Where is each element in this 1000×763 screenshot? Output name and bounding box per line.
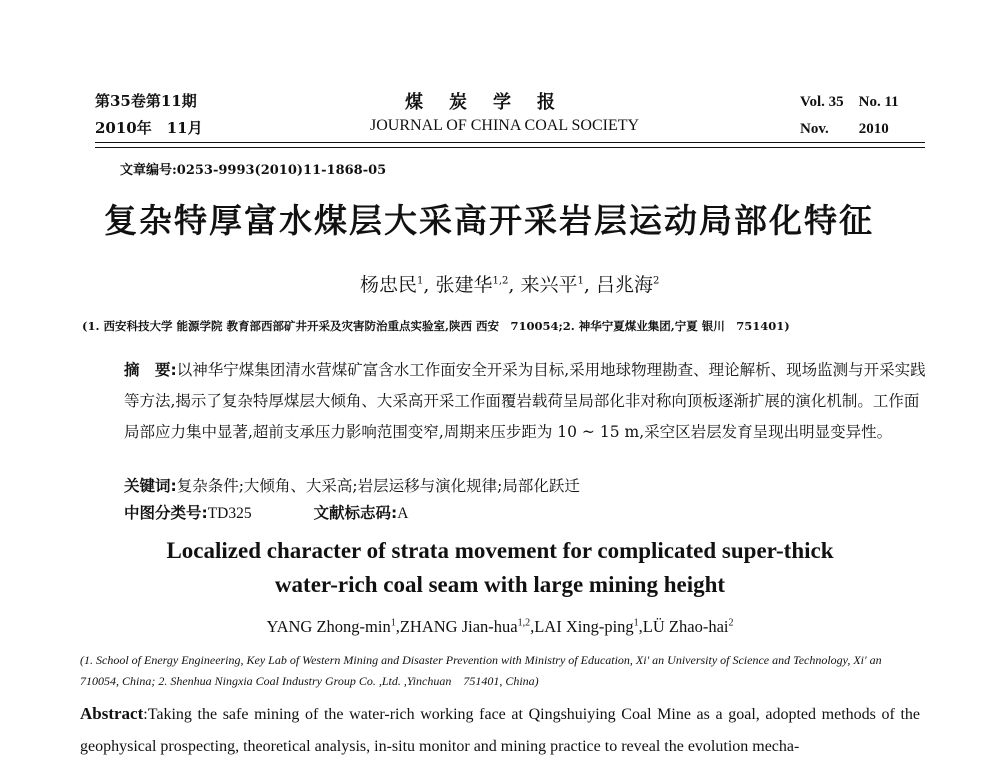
journal-name-cn: 煤炭学报: [405, 92, 581, 113]
author-name: 来兴平: [520, 274, 578, 296]
keywords-cn-text: 复杂条件;大倾角、大采高;岩层运移与演化规律;局部化跃迁: [176, 477, 580, 495]
date-cn: 2010年 11月: [95, 119, 203, 137]
author-name: LÜ Zhao-hai: [642, 617, 729, 636]
abstract-cn: [124, 355, 929, 448]
author-separator: ,: [423, 274, 430, 296]
clc-label: 中图分类号:: [124, 504, 208, 522]
abstract-en-text: :Taking the safe mining of the water-rich working face at Qingshuiying Coal Mine as a goal, adopted methods of the geophysical prospecting, theoretical analysis, in-situ monitor and mining practice to reveal the evolution mecha-: [80, 706, 920, 755]
author-name: 杨忠民: [360, 274, 418, 296]
author-affil-mark: 1: [633, 617, 639, 629]
author-name: 吕兆海: [595, 274, 653, 296]
author-name: LAI Xing-ping: [534, 617, 634, 636]
affiliation-cn: (1. 西安科技大学 能源学院 教育部西部矿井开采及灾害防治重点实验室,陕西 西安 710054;2. 神华宁夏煤业集团,宁夏 银川 751401): [82, 319, 790, 333]
author-separator: ,: [583, 274, 590, 296]
abstract-en: [80, 698, 920, 763]
doc-code-value: A: [397, 505, 409, 522]
author-affil-mark: 2: [653, 275, 660, 287]
abstract-cn-label: 摘 要:: [124, 361, 177, 379]
author-separator: ,: [508, 274, 515, 296]
abstract-cn-text: 以神华宁煤集团清水营煤矿富含水工作面安全开采为目标,采用地球物理勘查、理论解析、现场监测与开采实践等方法,揭示了复杂特厚煤层大倾角、大采高开采工作面覆岩载荷呈局部化非对称向顶板逐渐扩展的演化机制。工作面局部应力集中显著,超前支承压力影响范围变窄,周期来压步距为 10 ~ 15 m,采空区岩层发育呈现出明显变异性。: [124, 361, 926, 441]
date-en: Nov. 2010: [800, 121, 889, 137]
author-separator: ,: [638, 617, 643, 636]
title-cn: 复杂特厚富水煤层大采高开采岩层运动局部化特征: [104, 201, 874, 240]
author-affil-mark: 1: [390, 617, 396, 629]
author-affil-mark: 1,2: [517, 617, 531, 629]
journal-name-en: JOURNAL OF CHINA COAL SOCIETY: [370, 117, 640, 134]
affiliation-en: (1. School of Energy Engineering, Key Lab of Western Mining and Disaster Prevention with Ministry of Education, Xi' an University of Science and Technology, Xi' an 710054, China; 2. Shenhua Ningxia Coal Industry Group Co. ,Ltd. ,Yinchuan 751401, China): [80, 653, 894, 688]
article-number: 文章编号:0253-9993(2010)11-1868-05: [120, 163, 387, 178]
title-en-line2: water-rich coal seam with large mining height: [274, 572, 726, 597]
author-name: 张建华: [435, 274, 493, 296]
keywords-cn: [124, 474, 580, 496]
header-rule-top: [95, 142, 925, 143]
author-affil-mark: 2: [728, 617, 734, 629]
authors-en: [0, 617, 1000, 637]
classification: [124, 501, 408, 523]
volume-issue-en: Vol. 35 No. 11: [800, 94, 899, 110]
title-en-line1: Localized character of strata movement for complicated super-thick: [166, 538, 834, 563]
keywords-cn-label: 关键词:: [124, 477, 177, 495]
author-affil-mark: 1: [577, 275, 584, 287]
abstract-en-label: Abstract: [80, 704, 144, 723]
author-affil-mark: 1,2: [492, 275, 509, 287]
author-name: ZHANG Jian-hua: [399, 617, 518, 636]
author-name: YANG Zhong-min: [266, 617, 391, 636]
doc-code-label: 文献标志码:: [313, 504, 398, 522]
header-rule-bottom: [95, 147, 925, 148]
clc-value: TD325: [207, 505, 252, 522]
volume-issue-cn: 第35卷第11期: [95, 92, 197, 110]
author-separator: ,: [530, 617, 535, 636]
author-separator: ,: [395, 617, 400, 636]
author-affil-mark: 1: [417, 275, 424, 287]
authors-cn: [360, 270, 659, 297]
